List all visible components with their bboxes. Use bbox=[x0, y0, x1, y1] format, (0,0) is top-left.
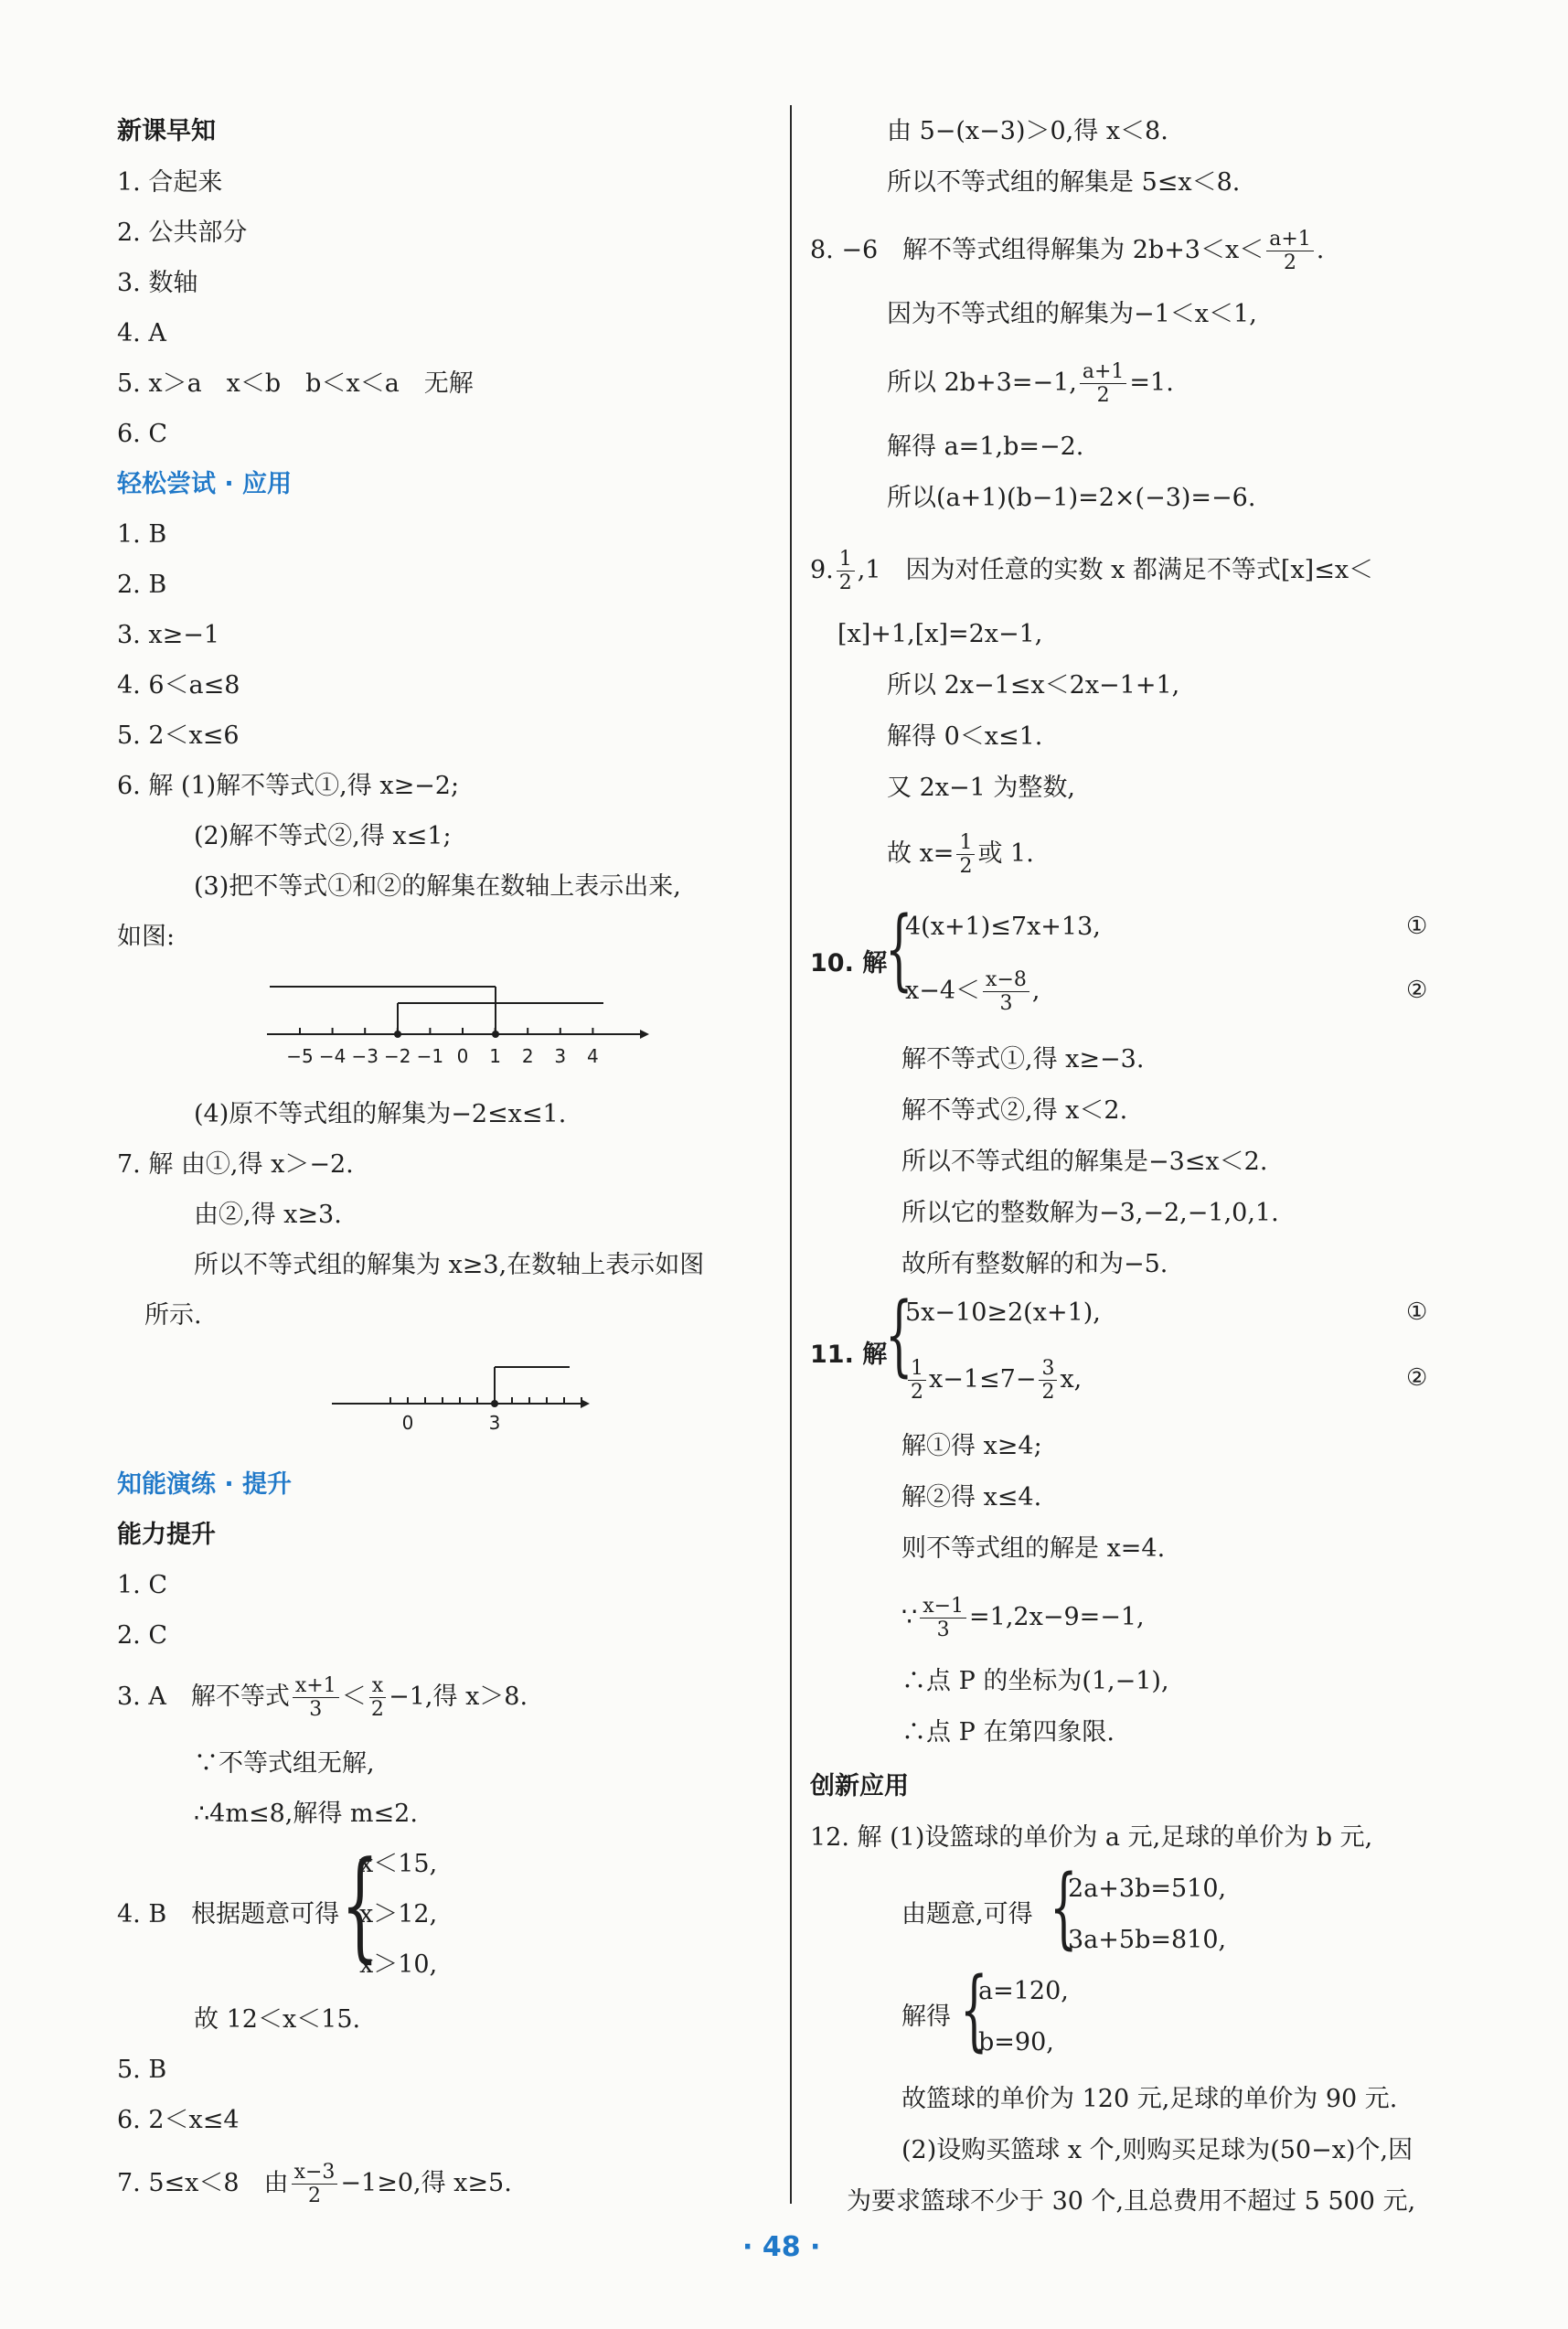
answer-line: 3. A 解不等式 $\frac{x+1}{3}$ ＜ $\frac{x}{2}$ −1,得 x＞8. bbox=[117, 1674, 528, 1722]
answer-line: 所以不等式组的解集是−3≤x＜2. bbox=[901, 1148, 1268, 1176]
answer-line: 由②,得 x≥3. bbox=[194, 1201, 342, 1229]
fraction: $\frac{x-8}{3}$ bbox=[983, 969, 1029, 1014]
number-line-label: −3 bbox=[351, 1045, 379, 1067]
answer-line: 所示. bbox=[144, 1301, 202, 1330]
equation-line: a=120, bbox=[978, 1977, 1069, 2005]
answer-line: 6. 2＜x≤4 bbox=[117, 2106, 240, 2134]
answer-line: 1. C bbox=[117, 1571, 168, 1599]
answer-line: 解①得 x≥4; bbox=[901, 1432, 1042, 1460]
number-line-label: −5 bbox=[286, 1045, 314, 1067]
answer-line: 故篮球的单价为 120 元,足球的单价为 90 元. bbox=[901, 2085, 1398, 2113]
answer-line: 解不等式①,得 x≥−3. bbox=[901, 1045, 1145, 1074]
answer-line: (4)原不等式组的解集为−2≤x≤1. bbox=[194, 1100, 567, 1128]
equation-marker: ② bbox=[1406, 1364, 1428, 1392]
answer-line: 所以 2b+3=−1, $\frac{a+1}{2}$ =1. bbox=[887, 360, 1174, 408]
answer-line: [x]+1,[x]=2x−1, bbox=[837, 620, 1043, 648]
answer-line: 3. 数轴 bbox=[117, 269, 198, 297]
fraction: $\frac{1}{2}$ bbox=[837, 549, 855, 593]
answer-line: 因为不等式组的解集为−1＜x＜1, bbox=[887, 300, 1257, 328]
equation-line: x＜15, bbox=[359, 1850, 438, 1878]
fraction: $\frac{a+1}{2}$ bbox=[1080, 361, 1127, 406]
answer-line: ∴点 P 的坐标为(1,−1), bbox=[901, 1667, 1169, 1695]
system-brace: { bbox=[341, 1835, 379, 1974]
answer-line: 则不等式组的解是 x=4. bbox=[901, 1534, 1166, 1563]
equation-line: x＞12, bbox=[359, 1900, 438, 1928]
answer-line: 1. 合起来 bbox=[117, 168, 223, 197]
answer-line: 2. 公共部分 bbox=[117, 219, 248, 247]
answer-line: 故 12＜x＜15. bbox=[194, 2005, 361, 2034]
fraction: $\frac{3}{2}$ bbox=[1039, 1358, 1057, 1403]
fraction: $\frac{1}{2}$ bbox=[908, 1358, 926, 1403]
section-heading: 知能演练 · 提升 bbox=[117, 1470, 293, 1499]
answer-line: 6. 解 (1)解不等式①,得 x≥−2; bbox=[117, 772, 460, 800]
fraction: $\frac{x-1}{3}$ bbox=[920, 1596, 966, 1640]
number-line-label: −1 bbox=[416, 1045, 444, 1067]
number-line-label: 2 bbox=[521, 1045, 534, 1067]
fraction: $\frac{1}{2}$ bbox=[956, 832, 975, 877]
answer-line: 所以不等式组的解集是 5≤x＜8. bbox=[887, 168, 1241, 197]
column-divider bbox=[790, 105, 792, 2204]
answer-line: 解不等式②,得 x＜2. bbox=[901, 1096, 1128, 1125]
answer-line: 所以它的整数解为−3,−2,−1,0,1. bbox=[901, 1199, 1279, 1227]
answer-line: 9. $\frac{1}{2}$ ,1 因为对任意的实数 x 都满足不等式[x]≤x＜ bbox=[810, 548, 1374, 595]
answer-line: (3)把不等式①和②的解集在数轴上表示出来, bbox=[194, 872, 681, 901]
system-brace: { bbox=[885, 1284, 913, 1386]
question-label: 10. 解 bbox=[810, 949, 888, 978]
answer-line: 8. −6 解不等式组得解集为 2b+3＜x＜ $\frac{a+1}{2}$ . bbox=[810, 228, 1325, 275]
answer-line: 解得 bbox=[901, 2003, 951, 2031]
number-line-label: −4 bbox=[318, 1045, 347, 1067]
fraction: $\frac{a+1}{2}$ bbox=[1266, 229, 1314, 273]
system-brace: { bbox=[885, 898, 913, 1000]
number-line-label: 0 bbox=[401, 1412, 414, 1431]
page-number: · 48 · bbox=[742, 2231, 821, 2263]
answer-line: 7. 5≤x＜8 由 $\frac{x-3}{2}$ −1≥0,得 x≥5. bbox=[117, 2161, 512, 2208]
answer-line: ∴点 P 在第四象限. bbox=[901, 1718, 1115, 1747]
equation-line: $\frac{1}{2}$ x−1≤7− $\frac{3}{2}$ x, bbox=[905, 1358, 1082, 1403]
answer-line: 6. C bbox=[117, 420, 168, 448]
answer-line: (2)解不等式②,得 x≤1; bbox=[194, 822, 452, 850]
fraction: $\frac{x-3}{2}$ bbox=[292, 2162, 338, 2206]
section-heading: 轻松尝试 · 应用 bbox=[117, 470, 293, 498]
number-line-figure bbox=[325, 1358, 599, 1431]
answer-line: 为要求篮球不少于 30 个,且总费用不超过 5 500 元, bbox=[847, 2187, 1416, 2216]
answer-line: 4. A bbox=[117, 319, 166, 347]
equation-line: 3a+5b=810, bbox=[1068, 1926, 1227, 1954]
answer-line: 故所有整数解的和为−5. bbox=[901, 1250, 1168, 1278]
answer-line: 又 2x−1 为整数, bbox=[887, 774, 1075, 802]
number-line-label: −2 bbox=[384, 1045, 411, 1067]
equation-line: x−4＜ $\frac{x-8}{3}$ , bbox=[905, 968, 1040, 1016]
answer-line: ∵不等式组无解, bbox=[194, 1749, 375, 1778]
answer-line: 解得 0＜x≤1. bbox=[887, 722, 1043, 751]
answer-line: 2. C bbox=[117, 1621, 168, 1650]
answer-line: 3. x≥−1 bbox=[117, 621, 219, 649]
number-line-figure bbox=[256, 983, 658, 1070]
fraction: $\frac{x}{2}$ bbox=[369, 1675, 386, 1720]
answer-line: 5. B bbox=[117, 2056, 167, 2084]
equation-marker: ② bbox=[1406, 977, 1428, 1004]
answer-line: ∵ $\frac{x-1}{3}$ =1,2x−9=−1, bbox=[901, 1595, 1145, 1642]
equation-line: b=90, bbox=[978, 2028, 1054, 2057]
answer-line: 1. B bbox=[117, 520, 167, 549]
equation-line: 5x−10≥2(x+1), bbox=[905, 1298, 1101, 1327]
number-line-label: 1 bbox=[489, 1045, 501, 1067]
answer-line: 解得 a=1,b=−2. bbox=[887, 433, 1084, 461]
answer-line: 12. 解 (1)设篮球的单价为 a 元,足球的单价为 b 元, bbox=[810, 1823, 1373, 1852]
answer-line: 5. 2＜x≤6 bbox=[117, 721, 240, 750]
question-label: 11. 解 bbox=[810, 1341, 888, 1369]
system-brace: { bbox=[1050, 1856, 1078, 1959]
answer-line: 所以(a+1)(b−1)=2×(−3)=−6. bbox=[887, 484, 1256, 512]
number-line-label: 0 bbox=[456, 1045, 469, 1067]
answer-line: 由 5−(x−3)＞0,得 x＜8. bbox=[887, 117, 1168, 145]
answer-line: ∴4m≤8,解得 m≤2. bbox=[194, 1800, 418, 1828]
subsection-heading: 能力提升 bbox=[117, 1521, 216, 1549]
answer-line: (2)设购买篮球 x 个,则购买足球为(50−x)个,因 bbox=[901, 2136, 1413, 2164]
number-line-label: 3 bbox=[488, 1412, 501, 1431]
number-line-label: 4 bbox=[587, 1045, 599, 1067]
equation-line: x＞10, bbox=[359, 1950, 438, 1979]
answer-line: 4. B 根据题意可得 bbox=[117, 1900, 340, 1928]
answer-line: 2. B bbox=[117, 571, 167, 599]
answer-line: 由题意,可得 bbox=[901, 1900, 1033, 1928]
subsection-heading: 创新应用 bbox=[810, 1772, 909, 1800]
equation-line: 2a+3b=510, bbox=[1068, 1875, 1227, 1903]
answer-line: 7. 解 由①,得 x＞−2. bbox=[117, 1150, 354, 1179]
answer-line: 故 x= $\frac{1}{2}$ 或 1. bbox=[887, 831, 1034, 879]
equation-marker: ① bbox=[1406, 1298, 1428, 1326]
equation-marker: ① bbox=[1406, 913, 1428, 940]
answer-line: 5. x＞a x＜b b＜x＜a 无解 bbox=[117, 369, 474, 398]
system-brace: { bbox=[960, 1959, 988, 2061]
equation-line: 4(x+1)≤7x+13, bbox=[905, 913, 1101, 941]
section-heading: 新课早知 bbox=[117, 117, 216, 145]
answer-line: 4. 6＜a≤8 bbox=[117, 671, 240, 700]
number-line-label: 3 bbox=[554, 1045, 567, 1067]
answer-line: 如图: bbox=[117, 923, 176, 951]
answer-line: 所以 2x−1≤x＜2x−1+1, bbox=[887, 671, 1180, 700]
answer-line: 所以不等式组的解集为 x≥3,在数轴上表示如图 bbox=[194, 1251, 705, 1279]
fraction: $\frac{x+1}{3}$ bbox=[293, 1675, 339, 1720]
answer-line: 解②得 x≤4. bbox=[901, 1483, 1042, 1512]
